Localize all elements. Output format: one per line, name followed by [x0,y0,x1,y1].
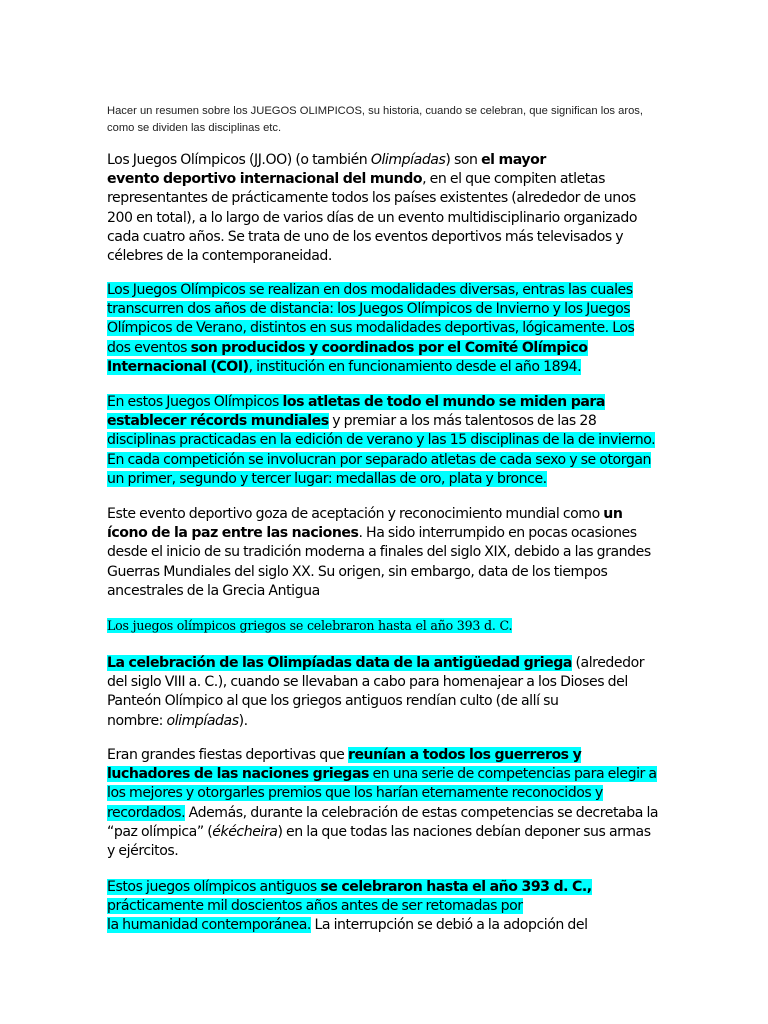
paragraph-5: Los juegos olímpicos griegos se celebraron hasta el año 393 d. C. [107,618,513,633]
paragraph-2: Los Juegos Olímpicos se realizan en dos modalidades diversas, entras las cuales transcurren dos años de distancia: los Juegos Olímpicos de Invierno y los Juegos Olímpicos de Verano, distintos en sus modalidades deportivas, lógicamente. Los dos eventos son producidos y coordinados por el Comité Olímpico Internacional (COI), institución en funcionamiento desde el año 1894. [107,282,635,375]
paragraph-1: Los Juegos Olímpicos (JJ.OO) (o también Olimpíadas) son el mayor evento deportivo internacional del mundo, en el que compiten atletas representantes de prácticamente todos los países existentes (alrededor de unos 200 en total), a lo largo de varios días de un evento multidisciplinario organizado cada cuatro años. Se trata de uno de los eventos deportivos más televisados y célebres de la contemporaneidad. [107,152,638,265]
paragraph-3: En estos Juegos Olímpicos los atletas de todo el mundo se miden para establecer récords mundiales y premiar a los más talentosos de las 28 disciplinas practicadas en la edición de verano y las 15 disciplinas de la de invierno. En cada competición se involucran por separado atletas de cada sexo y se otorgan un primer, segundo y tercer lugar: medallas de oro, plata y bronce. [107,394,656,487]
paragraph-7: Eran grandes fiestas deportivas que reunían a todos los guerreros y luchadores de las naciones griegas en una serie de competencias para elegir a los mejores y otorgarles premios que los harían eternamente reconocidos y recordados. Además, durante la celebración de estas competencias se decretaba la “paz olímpica” (ékécheira) en la que todas las naciones debían deponer sus armas y ejércitos. [107,747,659,860]
assignment-prompt [107,103,687,137]
prompt-line-2: como se dividen las disciplinas etc. [107,122,282,134]
prompt-line-1: Hacer un resumen sobre los JUEGOS OLIMPICOS, su historia, cuando se celebran, que significan los aros, [107,105,644,117]
paragraph-8: Estos juegos olímpicos antiguos se celebraron hasta el año 393 d. C., prácticamente mil doscientos años antes de ser retomadas por la humanidad contemporánea. La interrupción se debió a la adopción del [107,879,592,934]
paragraph-6: La celebración de las Olimpíadas data de la antigüedad griega (alrededor del siglo VIII a. C.), cuando se llevaban a cabo para homenajear a los Dioses del Panteón Olímpico al que los griegos antiguos rendían culto (de allí su nombre: olimpíadas). [107,655,645,729]
paragraph-4: Este evento deportivo goza de aceptación y reconocimiento mundial como un ícono de la paz entre las naciones. Ha sido interrumpido en pocas ocasiones desde el inicio de su tradición moderna a finales del siglo XIX, debido a las grandes Guerras Mundiales del siglo XX. Su origen, sin embargo, data de los tiempos ancestrales de la Grecia Antigua [107,506,651,599]
